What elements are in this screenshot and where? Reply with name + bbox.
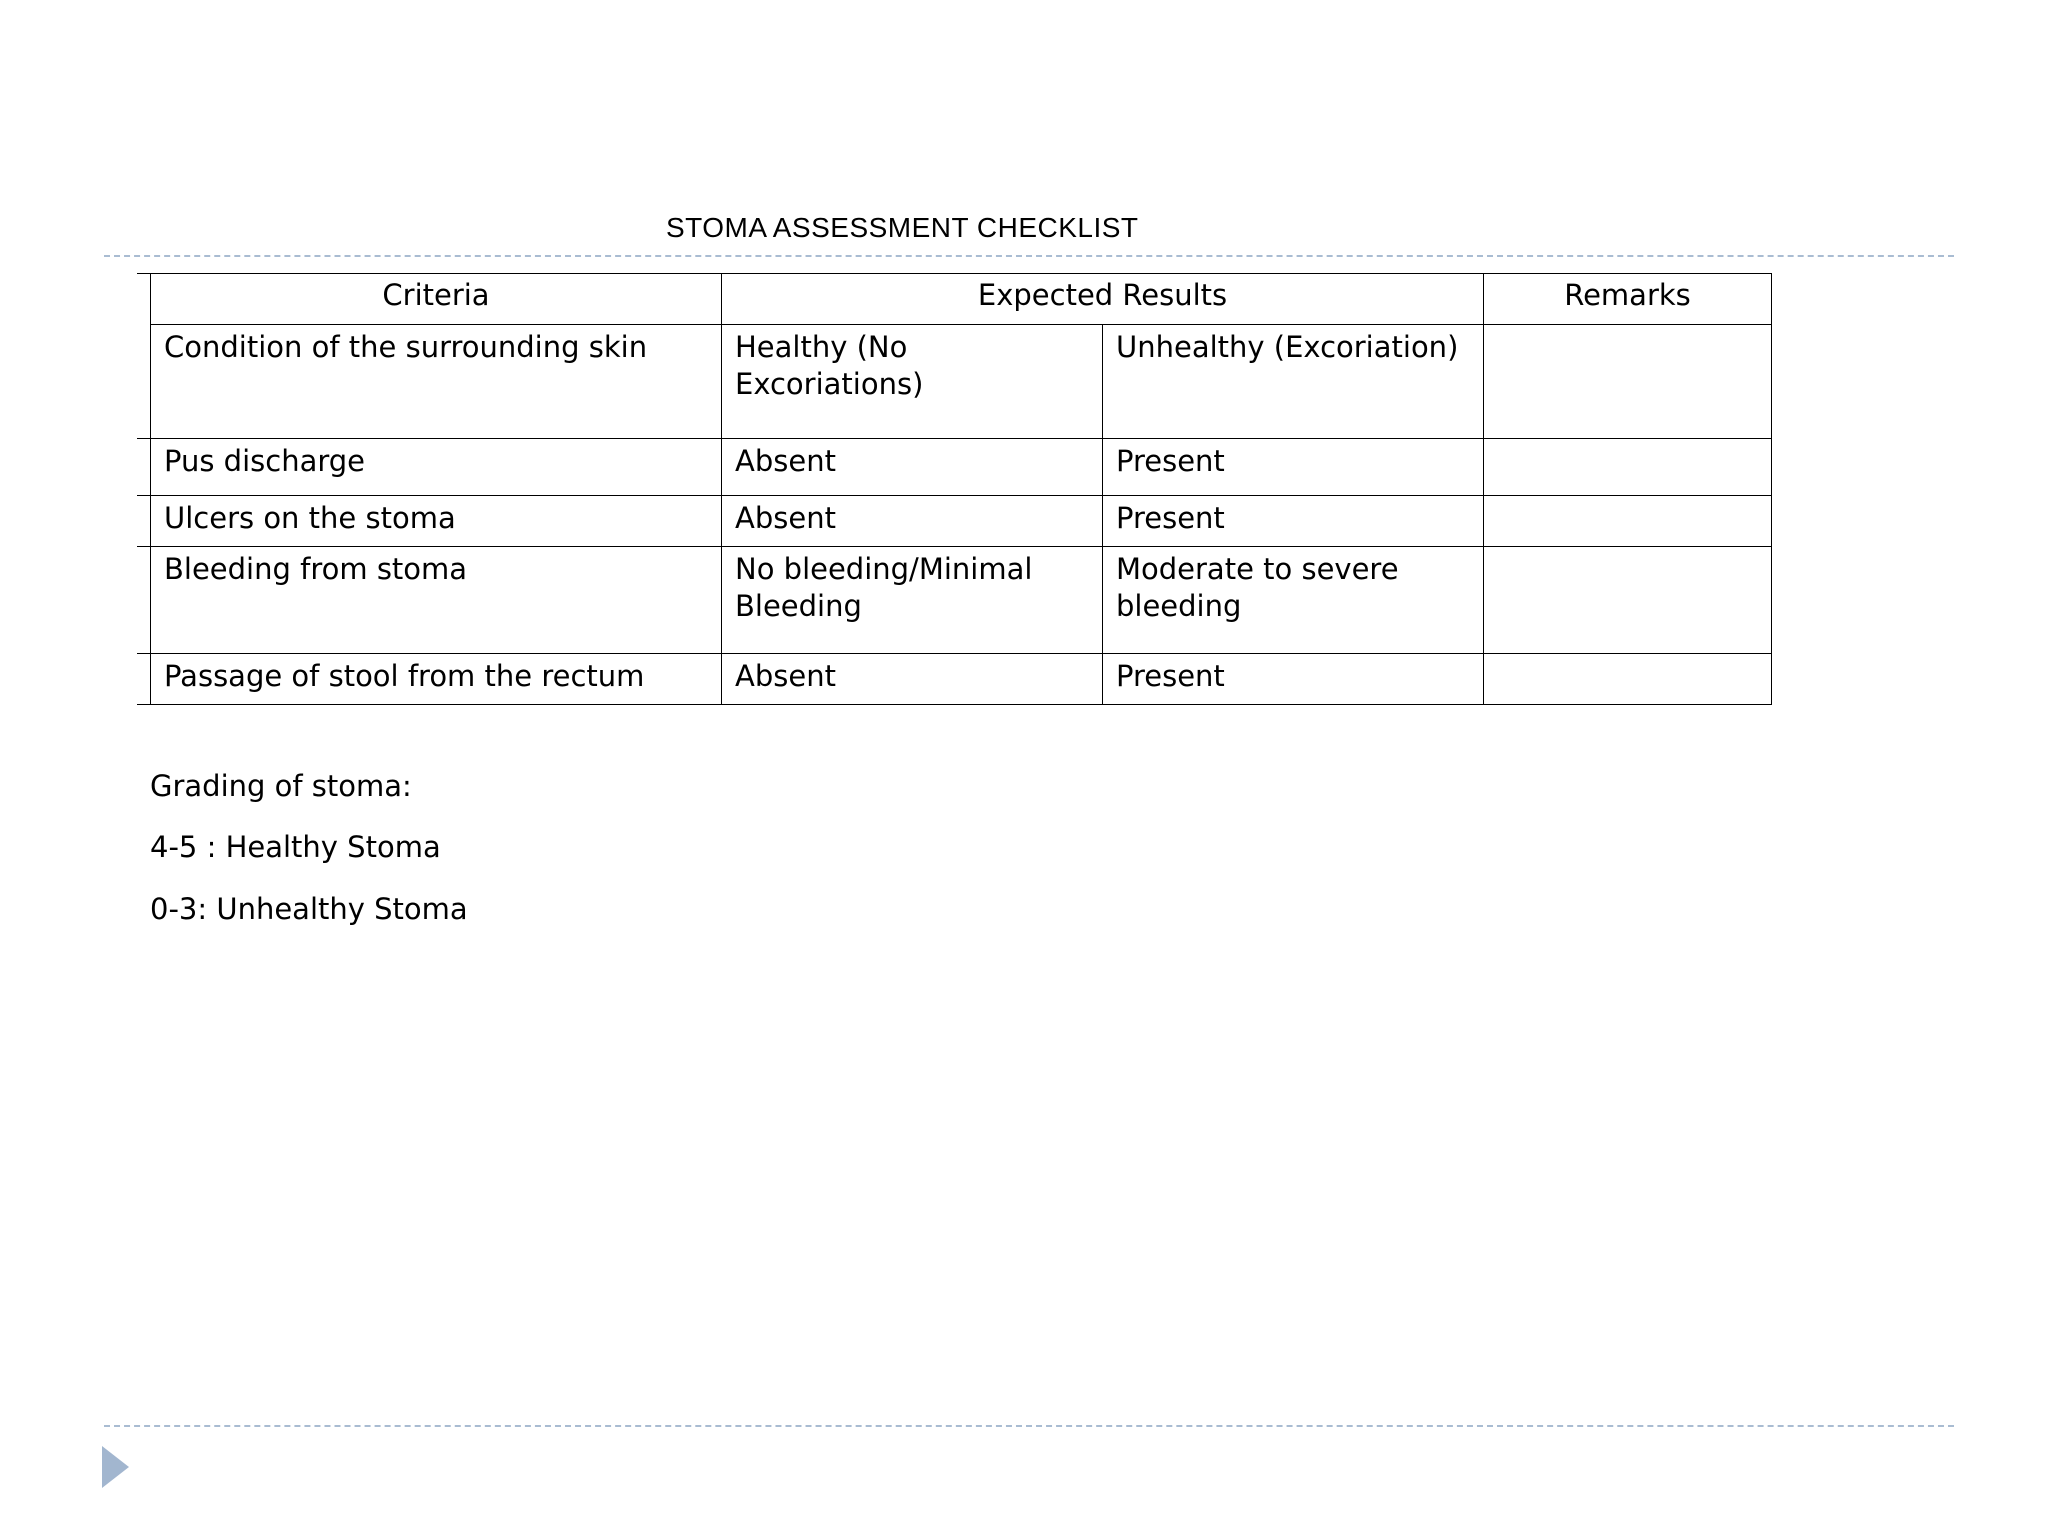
table-row bbox=[151, 496, 1772, 547]
bottom-divider bbox=[104, 1425, 1954, 1427]
grading-line-unhealthy: 0-3: Unhealthy Stoma bbox=[150, 892, 468, 926]
criteria-cell: Pus discharge bbox=[151, 439, 722, 496]
header-remarks: Remarks bbox=[1484, 274, 1772, 325]
remarks-cell bbox=[1484, 496, 1772, 547]
healthy-result-cell: Absent bbox=[722, 654, 1103, 705]
criteria-cell: Passage of stool from the rectum bbox=[151, 654, 722, 705]
unhealthy-result-cell: Moderate to severe bleeding bbox=[1103, 547, 1484, 654]
unhealthy-result-cell: Unhealthy (Excoriation) bbox=[1103, 325, 1484, 439]
healthy-result-cell: Absent bbox=[722, 439, 1103, 496]
remarks-cell bbox=[1484, 547, 1772, 654]
table-row bbox=[151, 547, 1772, 654]
page-title: STOMA ASSESSMENT CHECKLIST bbox=[666, 212, 1139, 243]
healthy-result-cell: Absent bbox=[722, 496, 1103, 547]
table-header-row bbox=[151, 274, 1772, 325]
remarks-cell bbox=[1484, 439, 1772, 496]
table-row bbox=[151, 325, 1772, 439]
healthy-result-cell: No bleeding/Minimal Bleeding bbox=[722, 547, 1103, 654]
header-criteria: Criteria bbox=[151, 274, 722, 325]
unhealthy-result-cell: Present bbox=[1103, 496, 1484, 547]
criteria-cell: Condition of the surrounding skin bbox=[151, 325, 722, 439]
unhealthy-result-cell: Present bbox=[1103, 654, 1484, 705]
top-divider bbox=[104, 255, 1954, 257]
criteria-cell: Ulcers on the stoma bbox=[151, 496, 722, 547]
remarks-cell bbox=[1484, 654, 1772, 705]
table-row bbox=[151, 654, 1772, 705]
unhealthy-result-cell: Present bbox=[1103, 439, 1484, 496]
triangle-right-icon[interactable] bbox=[102, 1446, 129, 1488]
remarks-cell bbox=[1484, 325, 1772, 439]
grading-line-healthy: 4-5 : Healthy Stoma bbox=[150, 830, 441, 864]
criteria-cell: Bleeding from stoma bbox=[151, 547, 722, 654]
header-expected-results: Expected Results bbox=[722, 274, 1484, 325]
table-row bbox=[151, 439, 1772, 496]
grading-heading: Grading of stoma: bbox=[150, 769, 412, 803]
assessment-table bbox=[150, 273, 1772, 705]
healthy-result-cell: Healthy (No Excoriations) bbox=[722, 325, 1103, 439]
